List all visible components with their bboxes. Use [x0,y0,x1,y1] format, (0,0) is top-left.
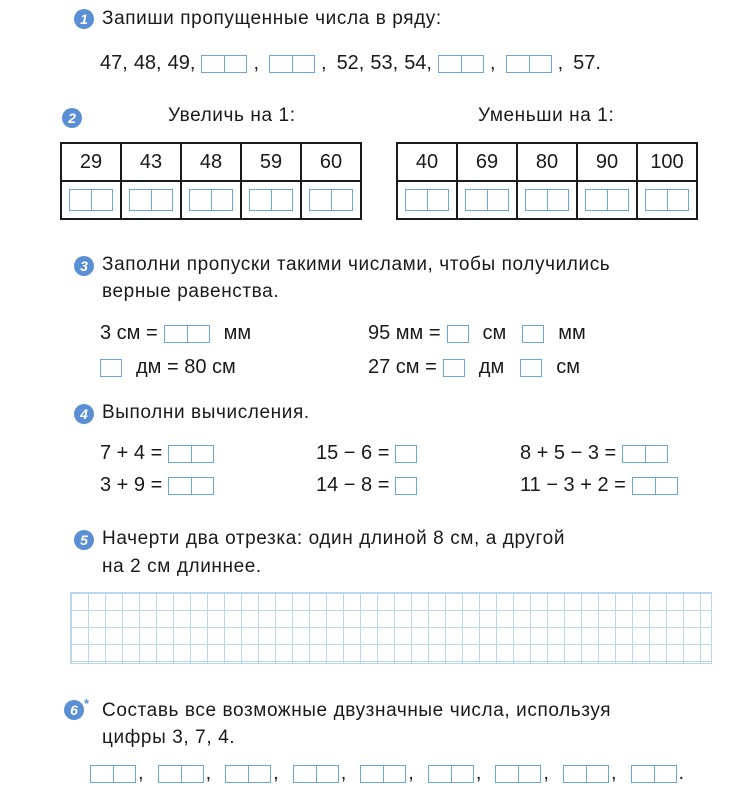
exercise-1-title: Запиши пропущенные числа в ряду: [102,8,442,29]
calc-2: 3 + 9 = [100,474,220,497]
exercise-3-badge: 3 [74,256,94,276]
answer-box[interactable] [90,765,136,783]
answer-box[interactable] [632,477,678,495]
decrease-label: Уменьши на 1: [478,105,615,126]
answer-box[interactable] [293,765,339,783]
answer-box[interactable] [622,445,668,463]
calc-1: 7 + 4 = [100,442,220,465]
table-cell: 69 [457,143,517,181]
answer-box[interactable] [520,359,542,377]
answer-box[interactable] [585,189,629,211]
answer-box[interactable] [69,189,113,211]
table-cell: 29 [61,143,121,181]
calc-6: 11 − 3 + 2 = [520,474,684,497]
equation-b: дм = 80 см [100,356,242,379]
equation-a: 3 см = мм [100,322,252,344]
exercise-1-sequence: 47, 48, 49, , , 52, 53, 54, , , 57. [100,52,601,74]
answer-box[interactable] [525,189,569,211]
equation-d: 27 см = дм см [368,356,580,378]
table-cell: 43 [121,143,181,181]
answer-box[interactable] [360,765,406,783]
table-cell: 40 [397,143,457,181]
answer-box[interactable] [269,55,315,73]
two-digit-answers: , , , , , , , , . [90,762,690,785]
answer-box[interactable] [309,189,353,211]
exercise-6-line2: цифры 3, 7, 4. [102,727,236,748]
exercise-5-line1: Начерти два отрезка: один длиной 8 см, а другой [102,528,566,549]
answer-box[interactable] [129,189,173,211]
table-cell: 59 [241,143,301,181]
answer-box[interactable] [495,765,541,783]
exercise-3-line1: Заполни пропуски такими числами, чтобы получились [102,254,611,275]
exercise-5-line2: на 2 см длиннее. [102,556,262,577]
equation-c: 95 мм = см мм [368,322,586,344]
answer-box[interactable] [443,359,465,377]
increase-label: Увеличь на 1: [168,105,296,126]
exercise-6-line1: Составь все возможные двузначные числа, используя [102,700,612,721]
answer-box[interactable] [164,325,210,343]
exercise-5-badge: 5 [74,530,94,550]
table-cell: 90 [577,143,637,181]
exercise-4-title: Выполни вычисления. [102,402,310,423]
answer-box[interactable] [522,325,544,343]
answer-box[interactable] [438,55,484,73]
decrease-table [396,142,698,220]
answer-box[interactable] [168,445,214,463]
answer-box[interactable] [158,765,204,783]
answer-box[interactable] [563,765,609,783]
answer-box[interactable] [645,189,689,211]
answer-box[interactable] [405,189,449,211]
exercise-1-badge: 1 [74,9,94,29]
answer-box[interactable] [428,765,474,783]
answer-box[interactable] [395,477,417,495]
answer-box[interactable] [100,359,122,377]
calc-4: 14 − 8 = [316,474,423,497]
answer-box[interactable] [395,445,417,463]
exercise-3-line2: верные равенства. [102,281,280,302]
drawing-grid[interactable] [70,592,712,664]
table-cell: 100 [637,143,697,181]
answer-box[interactable] [249,189,293,211]
calc-5: 8 + 5 − 3 = [520,442,674,465]
answer-box[interactable] [168,477,214,495]
exercise-4-badge: 4 [74,404,94,424]
answer-box[interactable] [225,765,271,783]
answer-box[interactable] [189,189,233,211]
answer-box[interactable] [201,55,247,73]
answer-box[interactable] [465,189,509,211]
answer-box[interactable] [447,325,469,343]
exercise-2-badge: 2 [62,108,82,128]
table-cell: 60 [301,143,361,181]
answer-box[interactable] [631,765,677,783]
calc-3: 15 − 6 = [316,442,423,465]
table-cell: 48 [181,143,241,181]
exercise-6-badge: 6 * [64,700,84,720]
increase-table [60,142,362,220]
table-cell: 80 [517,143,577,181]
answer-box[interactable] [506,55,552,73]
